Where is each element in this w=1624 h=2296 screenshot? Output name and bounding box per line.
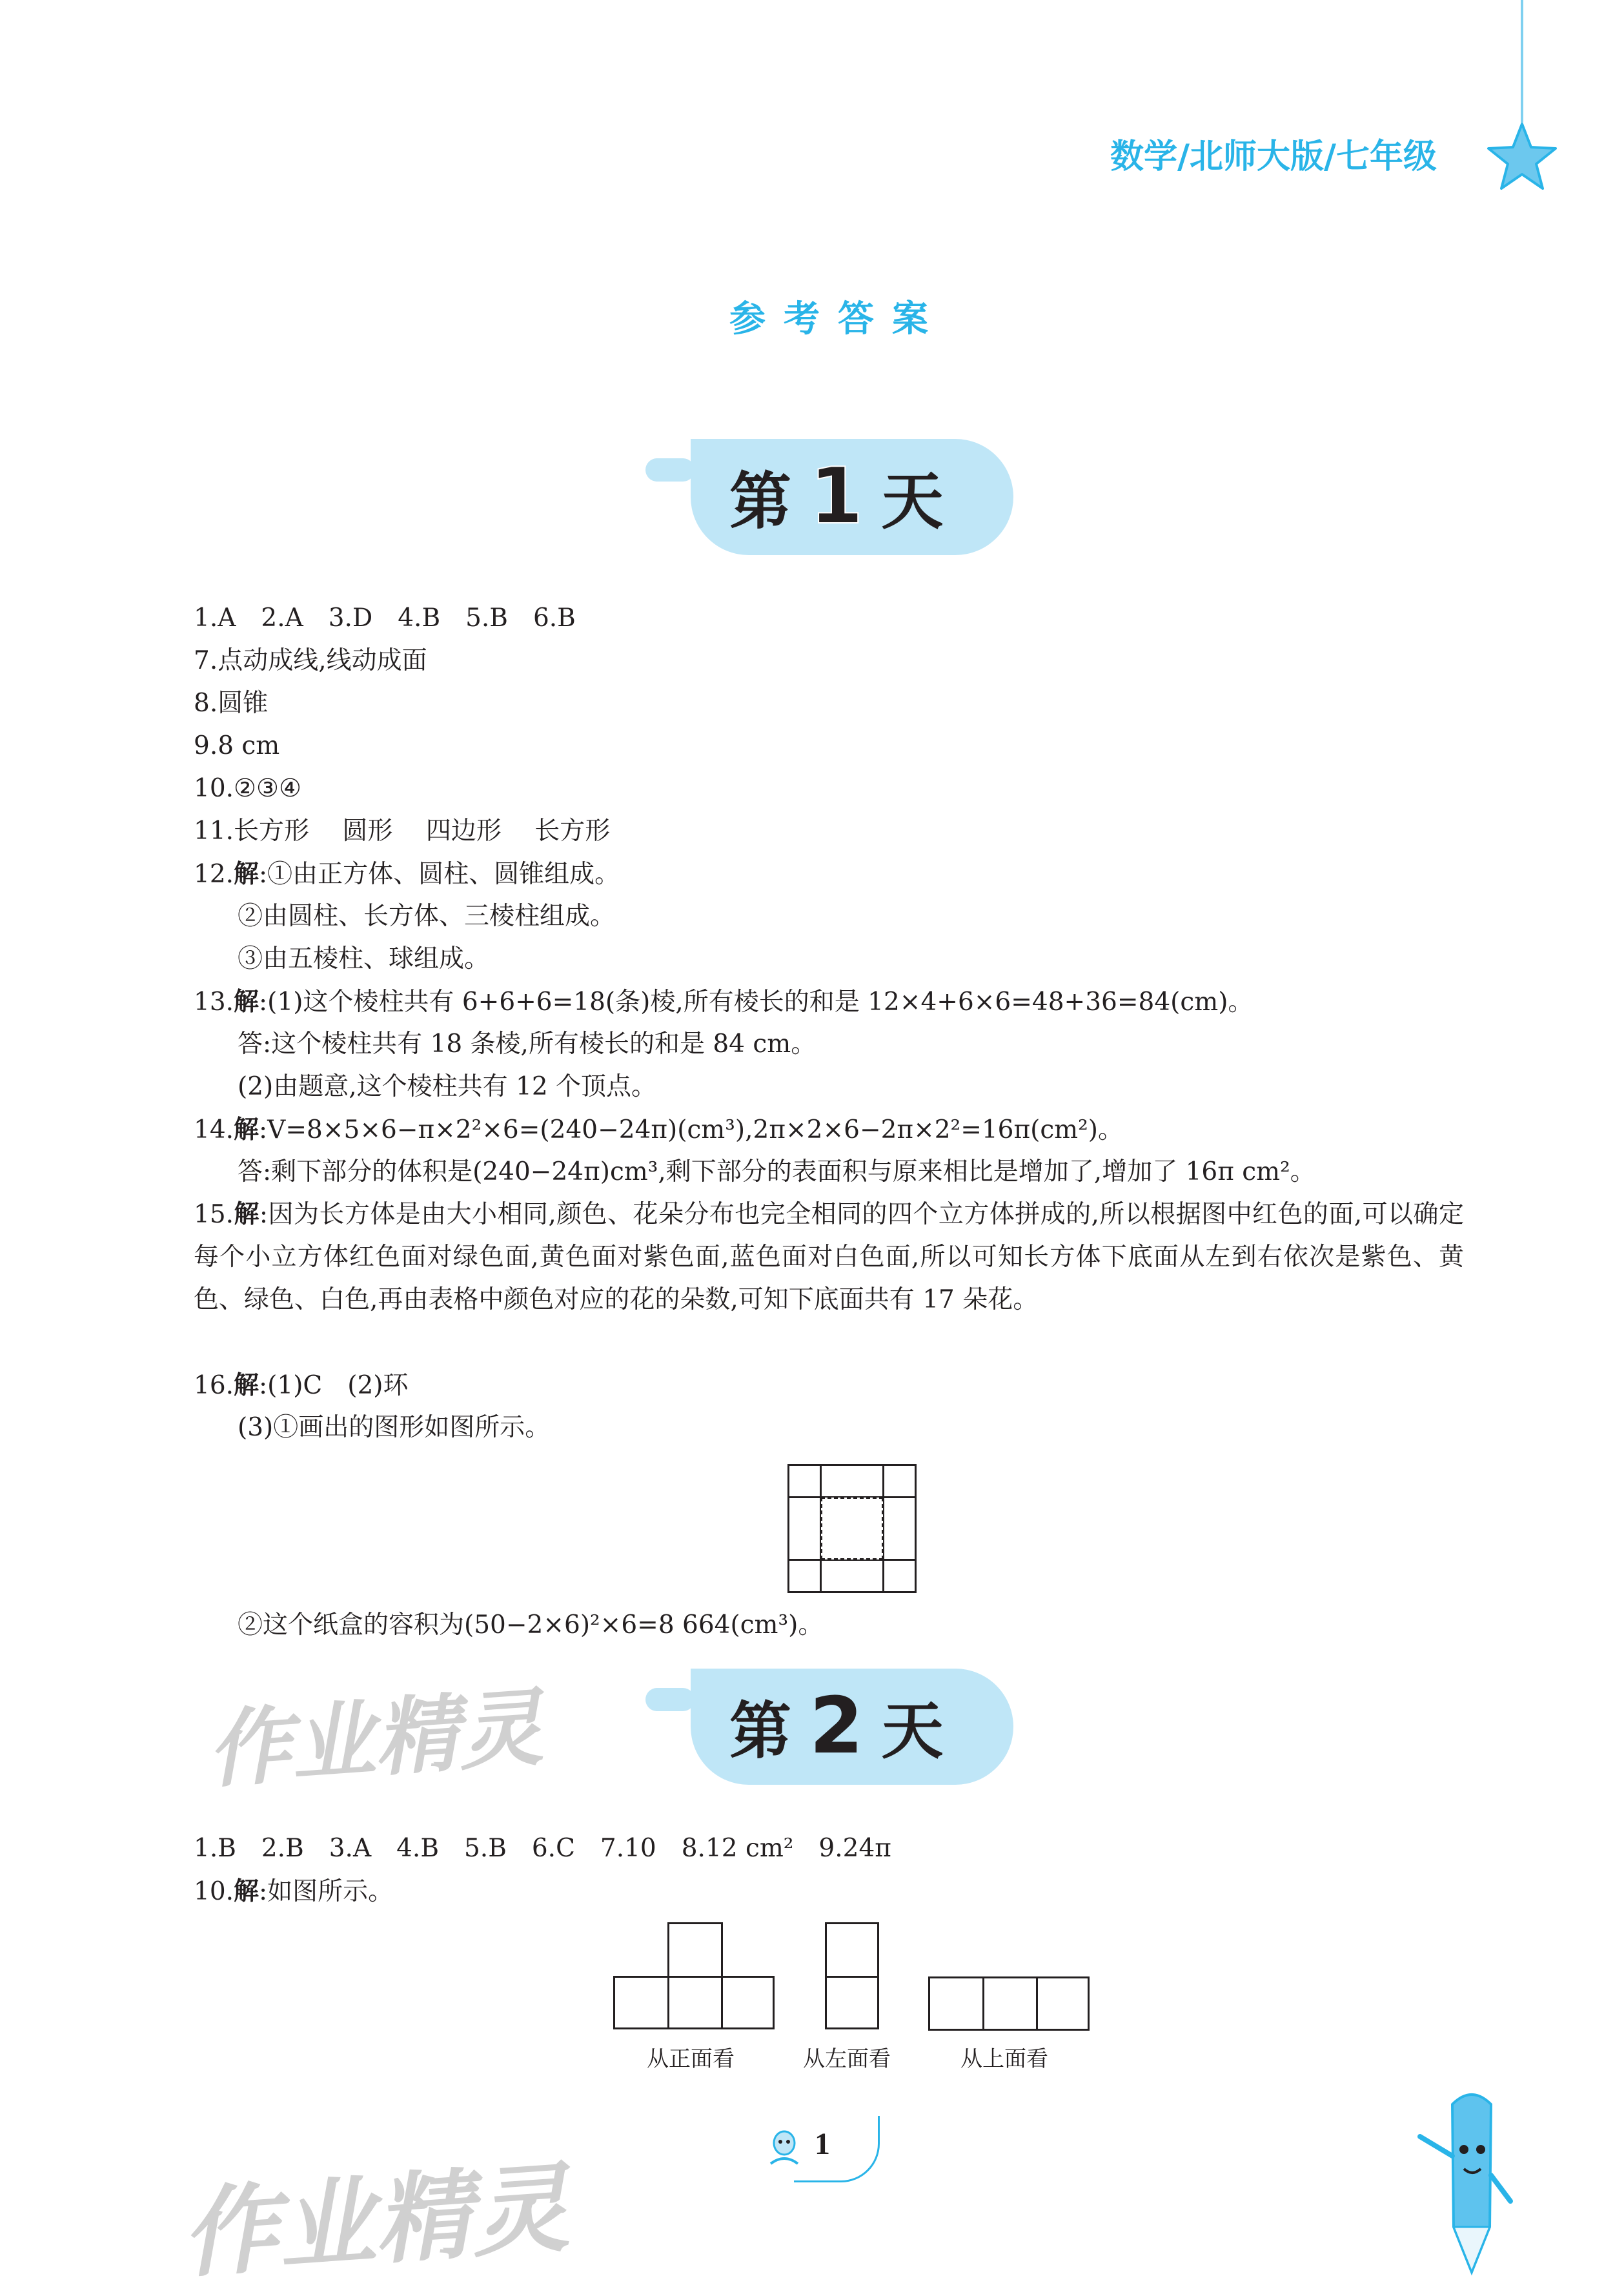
view-cell (721, 1976, 775, 2029)
banner-text: 第 1 天 (729, 452, 944, 542)
view-cell (613, 1976, 669, 2029)
banner-bubble (645, 458, 695, 482)
view-cell (982, 1976, 1038, 2031)
box-net-figure (787, 1464, 917, 1593)
top-view-figure (928, 1976, 1090, 2031)
answer-1-6: 1.A 2.A 3.D 4.B 5.B 6.B (194, 604, 576, 633)
page-number-arc (794, 2116, 880, 2182)
answer-16-line2: (3)①画出的图形如图所示。 (238, 1413, 551, 1442)
header-subject: 数学/北师大版/七年级 (1110, 137, 1437, 176)
banner-day-number: 2 (809, 1681, 864, 1771)
banner-bubble (645, 1688, 695, 1711)
answer-16-line3: ②这个纸盒的容积为(50−2×6)²×6=8 664(cm³)。 (238, 1610, 824, 1640)
watermark-1: 作业精灵 (204, 1678, 546, 1800)
star-icon (1485, 121, 1559, 192)
banner-day-number: 1 (809, 452, 864, 542)
answer-13-line1: 13.解:(1)这个棱柱共有 6+6+6=18(条)棱,所有棱长的和是 12×4+6×6=48+36=84(cm)。 (194, 987, 1254, 1017)
answer-13-line2: 答:这个棱柱共有 18 条棱,所有棱长的和是 84 cm。 (238, 1030, 817, 1059)
day1-banner (645, 439, 1013, 555)
day2-banner (645, 1669, 1013, 1785)
answer-14-line1: 14.解:V=8×5×6−π×2²×6=(240−24π)(cm³),2π×2×6−2π×2²=16π(cm²)。 (194, 1115, 1124, 1144)
box-net-center-dashed (821, 1498, 883, 1559)
caption-left-view: 从左面看 (803, 2046, 891, 2072)
answer-7: 7.点动成线,线动成面 (194, 646, 427, 675)
answer-8: 8.圆锥 (194, 689, 269, 718)
day2-answer-1-9: 1.B 2.B 3.A 4.B 5.B 6.C 7.10 8.12 cm² 9.24π (194, 1834, 891, 1863)
answer-9: 9.8 cm (194, 731, 280, 760)
view-cell (825, 1976, 879, 2029)
view-cell (928, 1976, 984, 2031)
view-cell (667, 1922, 723, 1978)
caption-front-view: 从正面看 (647, 2046, 735, 2072)
answer-10: 10.②③④ (194, 774, 301, 803)
page-title: 参考答案 (729, 298, 946, 340)
left-view-figure (825, 1922, 879, 2029)
view-cell (1036, 1976, 1090, 2031)
view-cell (667, 1976, 723, 2029)
watermark-2: 作业精灵 (178, 2152, 573, 2291)
answer-15: 15.解:因为长方体是由大小相同,颜色、花朵分布也完全相同的四个立方体拼成的,所以根据图中红色的面,可以确定每个小立方体红色面对绿色面,黄色面对紫色面,蓝色面对白色面,所以可知长方体下底面从左到右依次是紫色、黄色、绿色、白色,再由表格中颜色对应的花的朵数,可知下底面共有 17 朵花。 (194, 1199, 1464, 1314)
answer-13-line3: (2)由题意,这个棱柱共有 12 个顶点。 (238, 1072, 657, 1101)
header-hanging-line (1521, 0, 1523, 123)
banner-text: 第 2 天 (729, 1681, 944, 1771)
page-number: 1 (815, 2127, 830, 2161)
answer-12-line2: ②由圆柱、长方体、三棱柱组成。 (238, 902, 616, 931)
answer-16-line1: 16.解:(1)C (2)环 (194, 1370, 409, 1400)
answer-14-line2: 答:剩下部分的体积是(240−24π)cm³,剩下部分的表面积与原来相比是增加了,增加了 16π cm²。 (238, 1157, 1315, 1186)
pencil-mascot-icon (1407, 2078, 1536, 2279)
view-cell (825, 1922, 879, 1978)
day2-answer-10: 10.解:如图所示。 (194, 1876, 394, 1906)
answer-12-line3: ③由五棱柱、球组成。 (238, 944, 490, 973)
caption-top-view: 从上面看 (960, 2046, 1048, 2072)
answer-11: 11.长方形 圆形 四边形 长方形 (194, 817, 611, 846)
front-view-figure (613, 1922, 775, 2029)
answer-12-line1: 12.解:①由正方体、圆柱、圆锥组成。 (194, 859, 620, 889)
